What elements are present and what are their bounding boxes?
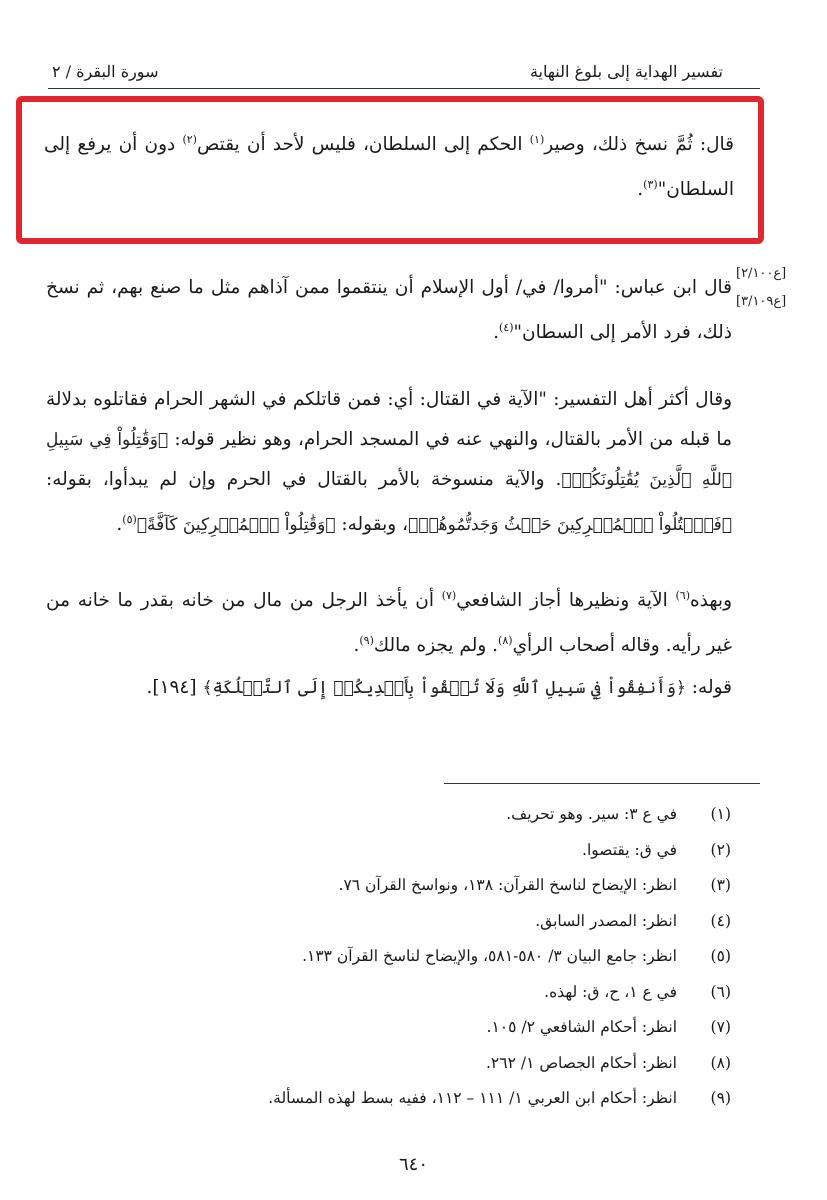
footnote-text: انظر: الإيضاح لناسخ القرآن: ١٣٨، ونواسخ القرآن ٧٦. [338,876,677,894]
footnote-text: انظر: أحكام ابن العربي ١/ ١١١ – ١١٢، ففيه بسط لهذه المسألة. [268,1089,677,1107]
passage-text: دون أن يرفع إلى السلطان" [44,134,734,201]
paragraph-text: . والآية منسوخة بالأمر بالقتال في الحرم وإن لم يبدأوا، بقوله: [46,469,562,490]
passage-text: قال: ثُمَّ نسخ ذلك، وصير [544,134,735,156]
paragraph-text: ، وبقوله: [335,514,409,536]
footnote-ref[interactable]: (١) [529,133,545,146]
footnote-number: (٦) [710,982,731,1001]
footnote-item [131,907,731,943]
quran-quote: ﴿فَٱقۡتُلُواْ ٱلۡمُشۡرِكِينَ حَيۡثُ وَجَدتُّمُوهُمۡ﴾ [408,515,732,536]
passage-text: . [637,179,644,201]
quran-quote: ﴿وَقَٰتِلُواْ فِي سَبِيلِ ٱللَّهِ ٱلَّذِينَ يُقَٰتِلُونَكُمۡ﴾ [46,430,732,490]
footnote-text: انظر: أحكام الجصاص ١/ ٢٦٢. [485,1053,677,1072]
paragraph-text: قوله: [685,677,732,698]
running-title: تفسير الهداية إلى بلوغ النهاية [529,62,723,81]
footnote-number: (٤) [710,911,731,930]
footnote-number: (١) [710,805,731,823]
paragraph-shafii [46,576,732,666]
paragraph-text: وقال أكثر أهل التفسير: "الآية في القتال: أي: فمن قاتلكم في الشهر الحرام فقاتلوه بدلالة ما قبله من الأمر بالقتال، والنهي عنه في المسجد الحرام، وهو نظير قوله: [46,389,732,450]
highlighted-passage [44,120,734,210]
footnote-item [131,942,731,978]
footnote-number: (٣) [710,876,731,894]
footnote-ref[interactable]: (٧) [441,589,457,602]
footnote-number: (٨) [710,1053,731,1072]
footnote-ref[interactable]: (٢) [182,133,197,146]
footnote-item [131,836,731,872]
footnote-text: انظر: أحكام الشافعي ٢/ ١٠٥. [486,1018,677,1036]
footnote-text: في ق: يقتصوا. [582,840,677,859]
paragraph-text: . [353,635,360,657]
footnote-ref[interactable]: (٨) [498,634,513,648]
paragraph-text: وبهذه [689,590,732,612]
footnote-text: في ع ١، ح، ق: لهذه. [544,982,677,1001]
footnote-item [131,800,731,836]
paragraph-text: . ولم يجزه مالك [373,635,499,657]
footnote-ref[interactable]: (٤) [499,321,514,334]
paragraph-ibn-abbas [46,268,732,353]
footnote-item [131,1084,731,1120]
footnote-item [131,978,731,1014]
footnote-text: انظر: المصدر السابق. [535,911,677,930]
surah-label: سورة البقرة / ٢ [52,62,159,81]
quran-quote: ﴿وَقَٰتِلُواْ ٱلۡمُشۡرِكِينَ كَآفَّةً﴾ [136,515,336,536]
paragraph-text: . [493,322,500,344]
footnote-number: (٧) [710,1018,731,1036]
paragraph-text: قال ابن عباس: "أمروا/ في/ أول الإسلام أن ينتقموا ممن آذاهم مثل ما صنع بهم، ثم نسخ ذلك، فرد الأمر إلى السطان" [46,277,732,344]
margin-manuscript-ref: [ع٣/١٠٩] [736,294,787,309]
quran-quote: ﴿وَأَنفِقُواْ فِي سَبِيلِ ٱللَّهِ وَلَا تُلۡقُواْ بِأَيۡدِيكُمۡ إِلَى ٱلتَّهۡلُكَةِ﴾ [202,678,686,698]
margin-manuscript-ref: [ع٢/١٠٠] [736,266,787,281]
footnote-item [131,1013,731,1049]
paragraph-text: أن يأخذ الرجل من مال من خانه بقدر ما خانه من غير رأيه. وقاله أصحاب الرأي [46,590,732,657]
footnote-ref[interactable]: (٩) [359,634,374,648]
paragraph-tafsir [46,380,732,545]
highlight-box [16,96,764,244]
footnote-item [131,871,731,907]
footnotes-list [131,800,731,1120]
paragraph-text: [١٩٤]. [146,677,203,698]
footnote-text: في ع ٣: سير. وهو تحريف. [506,805,677,823]
footnote-number: (٢) [710,840,731,859]
footnote-number: (٥) [710,947,731,965]
paragraph-text: الآية ونظيرها أجاز الشافعي [456,590,676,612]
footnote-text: انظر: جامع البيان ٣/ ٥٨٠-٥٨١، والإيضاح لناسخ القرآن ١٣٣. [302,947,677,965]
passage-text: الحكم إلى السلطان، فليس لأحد أن يقتص [196,134,530,156]
footnote-ref[interactable]: (٦) [675,589,690,602]
footnote-ref[interactable]: (٥) [122,513,137,526]
paragraph-verse-194 [46,668,732,708]
paragraph-text: . [116,514,123,536]
footnote-rule [444,783,760,784]
footnote-item [131,1049,731,1085]
header-rule [48,88,760,89]
page-number: ٦٤٠ [398,1154,428,1175]
footnote-ref[interactable]: (٣) [643,178,658,192]
footnote-number: (٩) [710,1089,731,1107]
